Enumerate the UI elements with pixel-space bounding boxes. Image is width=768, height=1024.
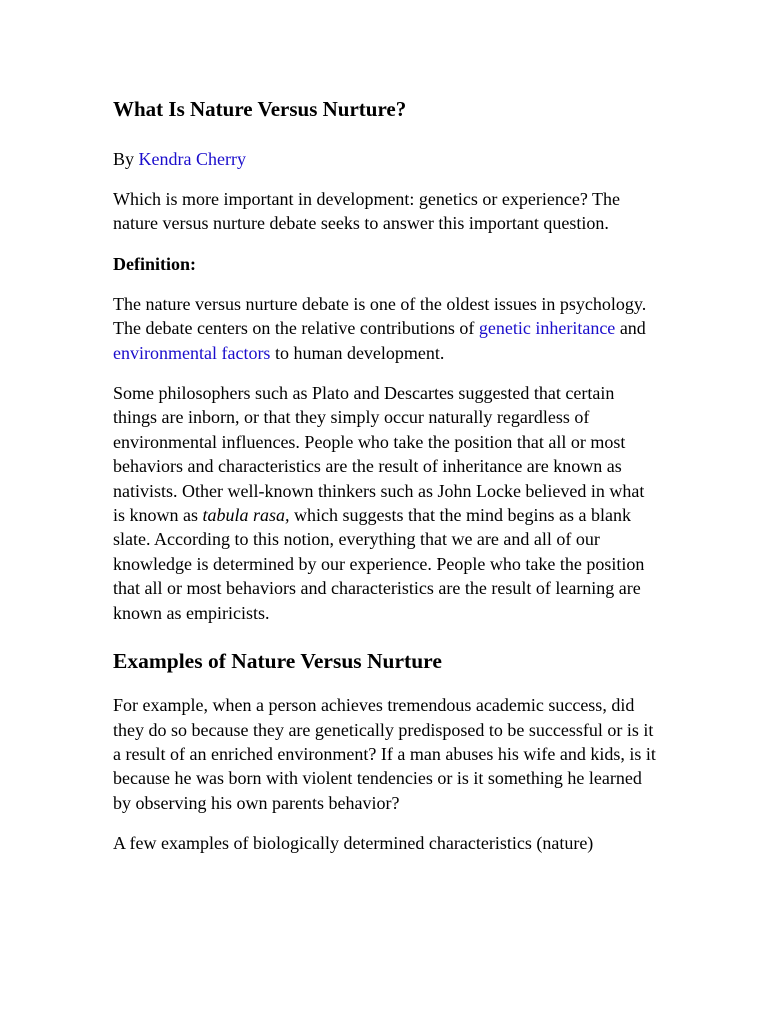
philosophers-paragraph — [113, 381, 658, 625]
byline — [113, 147, 658, 171]
article — [113, 96, 658, 872]
definition-text-1: The nature versus nurture debate is one of the oldest issues in psychology. The debate centers on the relative contributions of — [113, 293, 647, 339]
examples-paragraph-1: For example, when a person achieves tremendous academic success, did they do so because they are genetically predisposed to be successful or is it a result of an enriched environment? If a man abuses his wife and kids, is it because he was born with violent tendencies or is it something he learned by observing his own parents behavior? — [113, 695, 656, 813]
definition-paragraph — [113, 292, 658, 365]
tabula-rasa-term: tabula rasa, — [202, 505, 290, 526]
genetic-inheritance-link[interactable]: genetic inheritance — [478, 318, 616, 339]
philosophers-text-2: which suggests that the mind begins as a blank slate. According to this notion, everything that we are and all of our knowledge is determined by our experience. People who take the position that all or most behaviors and characteristics are the result of learning are known as empiricists. — [113, 505, 645, 623]
definition-label: Definition: — [113, 253, 196, 274]
environmental-factors-link[interactable]: environmental factors — [113, 342, 271, 363]
intro-paragraph: Which is more important in development: genetics or experience? The nature versus nurture debate seeks to answer this important question. — [113, 189, 620, 234]
definition-text-3: to human development. — [270, 342, 445, 363]
definition-text-2: and — [615, 318, 646, 339]
examples-paragraph-2: A few examples of biologically determined characteristics (nature) — [113, 833, 594, 854]
page-title: What Is Nature Versus Nurture? — [113, 97, 407, 121]
examples-heading: Examples of Nature Versus Nurture — [113, 649, 442, 674]
byline-prefix: By — [113, 149, 139, 169]
philosophers-text-1: Some philosophers such as Plato and Descartes suggested that certain things are inborn, or that they simply occur naturally regardless of environmental influences. People who take the position that all or most behaviors and characteristics are the result of inheritance are known as nativists. Other well-known thinkers such as John Locke believed in what is known as — [113, 383, 645, 526]
author-link[interactable]: Kendra Cherry — [138, 149, 246, 169]
